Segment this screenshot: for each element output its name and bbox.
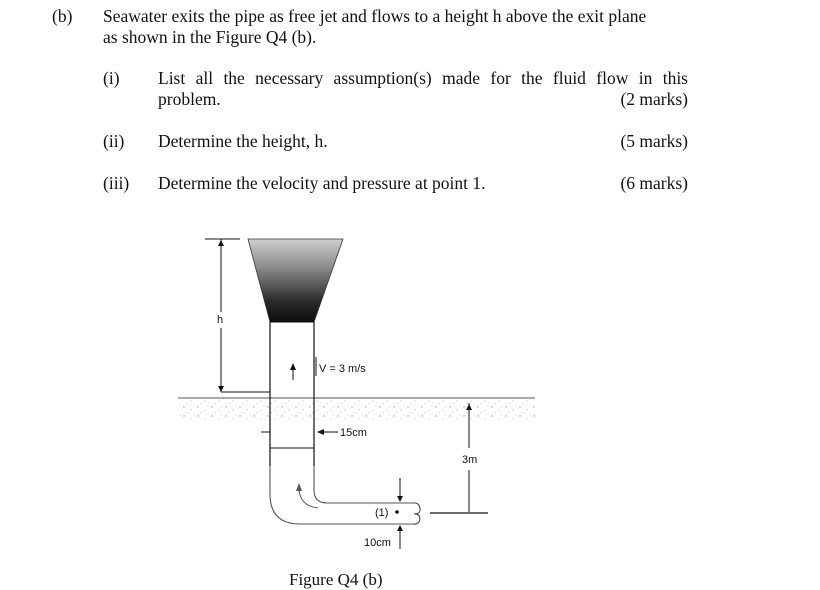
- label-depth: 3m: [462, 454, 478, 466]
- fountain-cone: [248, 239, 343, 322]
- subpart-i-number: (i): [103, 68, 120, 88]
- label-pipe-diameter: 15cm: [340, 427, 367, 439]
- part-label: (b): [52, 6, 73, 26]
- intro-line-2: as shown in the Figure Q4 (b).: [103, 27, 317, 47]
- flow-arrowhead-icon: [296, 483, 302, 491]
- flow-arrow: [299, 489, 318, 508]
- label-point-1: (1): [375, 507, 389, 519]
- velocity-arrowhead-icon: [290, 363, 296, 370]
- intro-line-1: Seawater exits the pipe as free jet and flows to a height h above the exit plane: [103, 6, 647, 26]
- label-exit-diameter: 10cm: [364, 537, 391, 549]
- subpart-i-text-line2: problem.: [158, 89, 221, 109]
- pipe-inlet: [412, 503, 420, 524]
- label-velocity: V = 3 m/s: [319, 363, 366, 375]
- pipe-diameter-arrowhead-icon: [317, 429, 324, 435]
- subpart-iii-text: Determine the velocity and pressure at point 1.: [158, 173, 486, 193]
- vertical-pipe: [261, 322, 314, 466]
- subpart-iii-number: (iii): [103, 173, 130, 193]
- subpart-iii-marks: (6 marks): [620, 173, 688, 193]
- subpart-ii-text: Determine the height, h.: [158, 131, 328, 151]
- elbow-pipe: [270, 466, 412, 524]
- subpart-i-marks: (2 marks): [620, 89, 688, 109]
- figure-caption: Figure Q4 (b): [289, 570, 383, 589]
- subpart-i-text-line1: List all the necessary assumption(s) made for the fluid flow in this: [158, 68, 688, 88]
- point-1-dot: [395, 510, 399, 514]
- subpart-ii-number: (ii): [103, 131, 125, 151]
- water-surface-band: [178, 398, 535, 420]
- subpart-ii-marks: (5 marks): [620, 131, 688, 151]
- label-h: h: [217, 314, 224, 326]
